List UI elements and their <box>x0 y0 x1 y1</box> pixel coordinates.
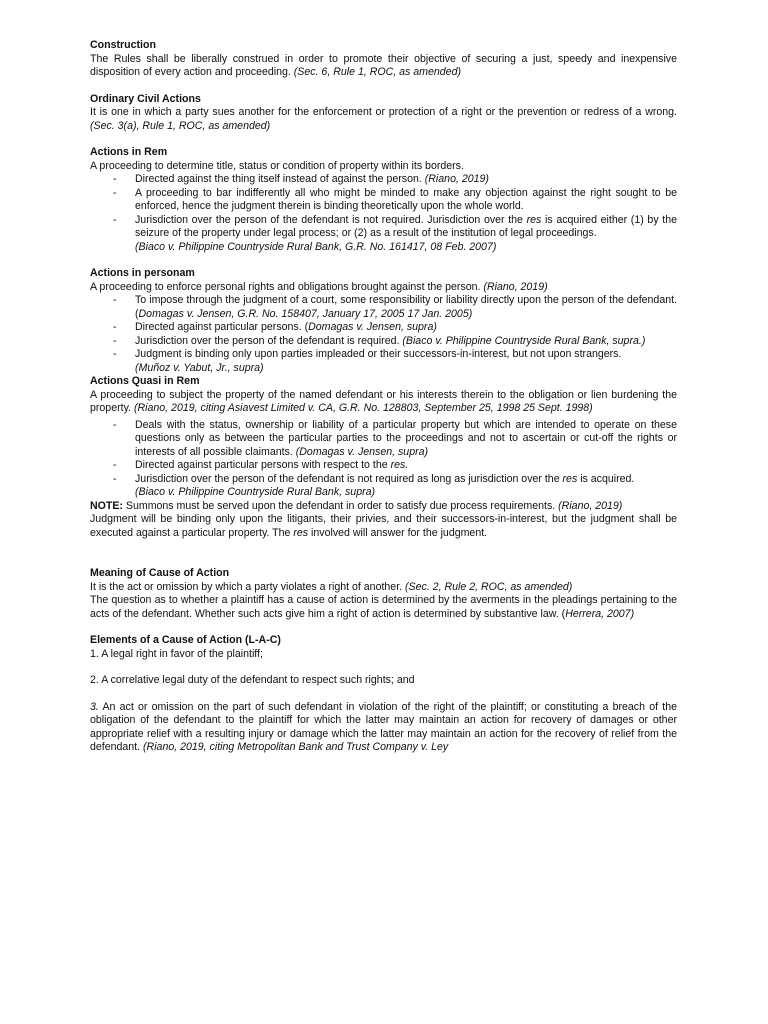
bullet-dash: - <box>113 348 117 360</box>
rem-bullet-1: - Directed against the thing itself instead of against the person. (Riano, 2019) <box>113 173 489 185</box>
ordinary-text: It is one in which a party sues another for the enforcement or protection of a right or the prevention or redress of a wrong. <box>90 106 677 118</box>
personam-bullet-4: - Judgment is binding only upon parties impleaded or their successors-in-interest, but not upon strangers. (Muñoz v. Yabut, Jr., supra) <box>113 348 622 374</box>
ordinary-citation: (Sec. 3(a), Rule 1, ROC, as amended) <box>90 119 271 132</box>
ordinary-paragraph <box>90 106 677 133</box>
construction-paragraph <box>90 53 677 80</box>
construction-text: The Rules shall be liberally construed in order to promote their objective of securing a just, speedy and inexpensive disposition of every action and proceeding. <box>90 52 677 78</box>
quasi-bullet-1: - Deals with the status, ownership or liability of a particular property but which are intended to operate on these questions only as between the particular parties to the proceedings and not to ascertain or cut-off the rights or interests of all possible claimants. (Domagas v. Jensen, supra) <box>113 418 677 458</box>
bullet-dash: - <box>113 186 117 199</box>
quasi-bullet-2: - Directed against particular persons with respect to the res. <box>113 459 409 471</box>
document-page <box>90 39 677 755</box>
section-title-actions-quasi-in-rem: Actions Quasi in Rem <box>90 375 200 387</box>
rem-bullet-3-citation: (Biaco v. Philippine Countryside Rural Bank, G.R. No. 161417, 08 Feb. 2007) <box>135 240 497 253</box>
construction-citation: (Sec. 6, Rule 1, ROC, as amended) <box>293 66 461 78</box>
quasi-intro: A proceeding to subject the property of the named defendant or his interests therein to the obligation or lien burdening the property. (Riano, 2019, citing Asiavest Limited v. CA, G.R. No. 128803, September 25, 1998 25 Sept. 1998) <box>90 388 677 414</box>
bullet-dash: - <box>113 173 117 185</box>
section-title-actions-in-rem: Actions in Rem <box>90 146 168 158</box>
personam-bullet-3: - Jurisdiction over the person of the defendant is required. (Biaco v. Philippine Countryside Rural Bank, supra.) <box>113 334 646 347</box>
bullet-dash: - <box>113 294 117 306</box>
section-title-construction: Construction <box>90 39 156 51</box>
section-title-elements: Elements of a Cause of Action (L-A-C) <box>90 634 281 646</box>
bullet-dash: - <box>113 418 117 431</box>
personam-bullet-2: - Directed against particular persons. (Domagas v. Jensen, supra) <box>113 321 437 333</box>
quasi-bullet-3: - Jurisdiction over the person of the defendant is not required as long as jurisdiction over the res is acquired. (Biaco v. Philippine Countryside Rural Bank, supra) <box>113 472 635 498</box>
section-title-cause-of-action: Meaning of Cause of Action <box>90 567 230 579</box>
bullet-dash: - <box>113 213 117 226</box>
personam-intro: A proceeding to enforce personal rights and obligations brought against the person. (Riano, 2019) <box>90 280 548 293</box>
element-2: 2. A correlative legal duty of the defendant to respect such rights; and <box>90 674 415 686</box>
bullet-dash: - <box>113 459 117 471</box>
section-title-actions-in-personam: Actions in personam <box>90 267 195 279</box>
quasi-bullet-list <box>90 419 677 500</box>
rem-bullet-3: - Jurisdiction over the person of the defendant is not required. Jurisdiction over the res is acquired either (1) by the seizure of the property under legal process; or (2) as a result of the institution of legal proceedings. (Biaco v. Philippine Countryside Rural Bank, G.R. No. 161417, 08 Feb. 2007) <box>113 213 678 253</box>
personam-bullet-1: - To impose through the judgment of a court, some responsibility or liability directly upon the person of the defendant. (Domagas v. Jensen, G.R. No. 158407, January 17, 2005 17 Jan. 2005) <box>113 294 677 320</box>
bullet-dash: - <box>113 472 117 485</box>
rem-intro: A proceeding to determine title, status or condition of property within its borders. <box>90 159 464 172</box>
cause-question-paragraph: The question as to whether a plaintiff has a cause of action is determined by the averments in the pleadings pertaining to the acts of the defendant. Whether such acts give him a right of action is determined by substantive law. (Herrera, 2007) <box>90 594 677 620</box>
bullet-dash: - <box>113 321 117 333</box>
rem-bullet-2: - A proceeding to bar indifferently all who might be minded to make any objection against the right sought to be enforced, hence the judgment therein is binding theoretically upon the whole world. <box>113 186 677 212</box>
element-1: 1. A legal right in favor of the plaintiff; <box>90 647 263 660</box>
bullet-dash: - <box>113 334 117 347</box>
note-label: NOTE: <box>90 499 123 512</box>
quasi-judgment-paragraph: Judgment will be binding only upon the litigants, their privies, and their successors-in-interest, but the judgment shall be executed against a particular property. The res involved will answer for the judgment. <box>90 513 677 539</box>
rem-bullet-list <box>90 173 677 254</box>
element-3: 3. An act or omission on the part of such defendant in violation of the right of the plaintiff; or constituting a breach of the obligation of the defendant to the plaintiff for which the latter may maintain an action for recovery of damages or other appropriate relief with a resulting injury or damage which the latter may maintain an action for the recovery of relief from the defendant. (Riano, 2019, citing Metropolitan Bank and Trust Company v. Ley <box>90 700 677 753</box>
cause-definition: It is the act or omission by which a party violates a right of another. (Sec. 2, Rule 2, ROC, as amended) <box>90 580 573 593</box>
quasi-note: NOTE: Summons must be served upon the defendant in order to satisfy due process requirements. (Riano, 2019) <box>90 499 623 512</box>
section-title-ordinary-civil-actions: Ordinary Civil Actions <box>90 92 201 105</box>
personam-bullet-list <box>90 294 677 375</box>
